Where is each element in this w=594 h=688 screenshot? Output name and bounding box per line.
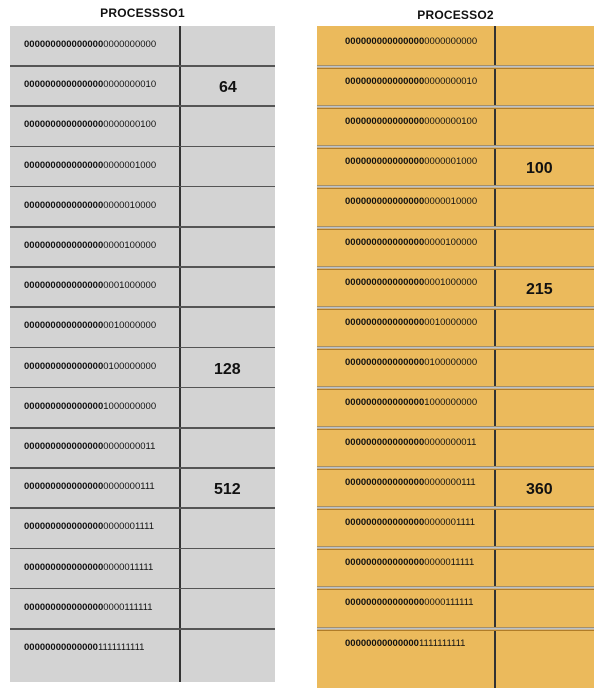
- address-prefix: 000000000000000: [24, 280, 104, 292]
- address-prefix: 000000000000000: [345, 437, 425, 448]
- address-suffix: 1111111111: [418, 637, 466, 649]
- address-prefix: 000000000000000: [24, 199, 104, 211]
- row-divider: [317, 306, 594, 310]
- address-cell: [345, 197, 477, 207]
- address-prefix: 000000000000000: [345, 517, 425, 529]
- row-divider: [10, 628, 275, 630]
- address-suffix: 0000000000: [424, 36, 478, 47]
- address-cell: [345, 398, 477, 408]
- address-cell: [24, 241, 156, 251]
- address-cell: [24, 643, 144, 653]
- row-divider: [10, 266, 275, 268]
- row-divider: [317, 386, 594, 390]
- address-suffix: 1000000000: [424, 396, 478, 408]
- address-suffix: 0000100000: [103, 240, 157, 251]
- address-cell: [345, 518, 475, 528]
- address-suffix: 0001000000: [424, 276, 478, 288]
- address-suffix: 0000011111: [103, 561, 154, 573]
- address-prefix: 000000000000000: [24, 400, 104, 412]
- address-suffix: 0000010000: [424, 196, 478, 208]
- address-cell: [345, 117, 477, 127]
- address-cell: [345, 358, 477, 368]
- address-suffix: 0000000111: [103, 481, 155, 493]
- address-suffix: 0010000000: [424, 316, 478, 328]
- address-cell: [345, 318, 477, 328]
- address-cell: [345, 558, 474, 568]
- row-divider: [317, 627, 594, 631]
- size-marker: 360: [526, 481, 553, 499]
- row-divider: [317, 506, 594, 510]
- address-suffix: 0000000010: [424, 76, 478, 88]
- row-divider: [317, 466, 594, 470]
- processo1-memory-table: [10, 26, 275, 682]
- row-divider: [10, 588, 275, 590]
- address-suffix: 0000111111: [424, 597, 474, 609]
- address-prefix: 000000000000000: [345, 236, 425, 248]
- size-marker: 128: [214, 360, 241, 378]
- address-prefix: 000000000000000: [345, 156, 425, 168]
- address-prefix: 00000000000000: [24, 642, 98, 653]
- address-prefix: 000000000000000: [24, 481, 104, 493]
- address-prefix: 000000000000000: [345, 316, 425, 328]
- size-marker: 100: [526, 160, 553, 178]
- row-divider: [317, 586, 594, 590]
- address-prefix: 000000000000000: [345, 196, 425, 208]
- address-suffix: 0100000000: [424, 356, 478, 368]
- address-cell: [24, 442, 155, 452]
- address-prefix: 000000000000000: [24, 240, 104, 251]
- address-prefix: 000000000000000: [345, 36, 425, 47]
- address-suffix: 0000001000: [103, 159, 157, 171]
- row-divider: [317, 346, 594, 350]
- row-divider: [10, 146, 275, 148]
- address-suffix: 0000000100: [424, 116, 478, 128]
- address-cell: [345, 278, 477, 288]
- row-divider: [317, 546, 594, 550]
- address-prefix: 000000000000000: [24, 159, 104, 171]
- address-suffix: 0001000000: [103, 280, 157, 292]
- size-marker: 512: [214, 481, 241, 499]
- address-prefix: 000000000000000: [24, 561, 104, 573]
- row-divider: [317, 105, 594, 109]
- address-suffix: 0000111111: [103, 601, 153, 613]
- address-cell: [24, 362, 156, 372]
- address-suffix: 0000010000: [103, 199, 157, 211]
- row-divider: [10, 347, 275, 349]
- address-prefix: 000000000000000: [24, 601, 104, 613]
- address-suffix: 0000000010: [103, 79, 157, 91]
- row-divider: [10, 105, 275, 107]
- row-divider: [317, 185, 594, 189]
- address-cell: [24, 80, 156, 90]
- row-divider: [317, 426, 594, 430]
- address-cell: [24, 563, 153, 573]
- address-suffix: 1000000000: [103, 400, 157, 412]
- row-divider: [10, 507, 275, 509]
- address-prefix: 000000000000000: [345, 116, 425, 128]
- address-suffix: 0000001111: [424, 517, 475, 529]
- address-suffix: 0000011111: [424, 557, 475, 569]
- address-prefix: 000000000000000: [345, 396, 425, 408]
- address-cell: [24, 161, 156, 171]
- address-prefix: 000000000000000: [24, 79, 104, 91]
- size-marker: 215: [526, 280, 553, 298]
- row-divider: [317, 226, 594, 230]
- processo2-memory-table: [317, 26, 594, 688]
- address-cell: [24, 321, 156, 331]
- address-cell: [24, 522, 154, 532]
- address-prefix: 000000000000000: [24, 119, 104, 131]
- address-suffix: 0000001000: [424, 156, 478, 168]
- address-prefix: 000000000000000: [345, 356, 425, 368]
- address-cell: [24, 281, 156, 291]
- row-divider: [317, 266, 594, 270]
- row-divider: [10, 467, 275, 469]
- row-divider: [317, 145, 594, 149]
- processo2-title: PROCESSO2: [417, 8, 494, 22]
- row-divider: [10, 427, 275, 429]
- address-suffix: 0000000011: [103, 441, 156, 452]
- address-suffix: 0100000000: [103, 360, 157, 372]
- row-divider: [10, 306, 275, 308]
- address-cell: [345, 37, 477, 47]
- row-divider: [10, 548, 275, 550]
- address-prefix: 000000000000000: [345, 276, 425, 288]
- column-divider: [179, 26, 181, 682]
- address-cell: [24, 120, 156, 130]
- address-cell: [345, 77, 477, 87]
- address-cell: [24, 40, 156, 50]
- address-prefix: 000000000000000: [24, 360, 104, 372]
- row-divider: [317, 65, 594, 69]
- address-cell: [24, 201, 156, 211]
- address-cell: [345, 238, 477, 248]
- address-cell: [345, 157, 477, 167]
- address-suffix: 0000000111: [424, 477, 476, 489]
- address-prefix: 00000000000000: [345, 637, 419, 649]
- address-suffix: 0010000000: [103, 320, 157, 332]
- address-suffix: 0000000011: [424, 437, 477, 448]
- row-divider: [10, 387, 275, 389]
- processo1-title: PROCESSSO1: [100, 6, 185, 20]
- address-cell: [345, 438, 476, 448]
- address-suffix: 0000100000: [424, 236, 478, 248]
- address-cell: [24, 402, 156, 412]
- address-prefix: 000000000000000: [345, 477, 425, 489]
- row-divider: [10, 65, 275, 67]
- address-suffix: 0000001111: [103, 521, 154, 533]
- row-divider: [10, 226, 275, 228]
- address-prefix: 000000000000000: [345, 76, 425, 88]
- address-prefix: 000000000000000: [24, 521, 104, 533]
- address-prefix: 000000000000000: [24, 39, 104, 50]
- size-marker: 64: [219, 79, 237, 97]
- address-cell: [345, 478, 476, 488]
- address-prefix: 000000000000000: [24, 441, 104, 452]
- address-suffix: 0000000000: [103, 39, 157, 50]
- address-prefix: 000000000000000: [24, 320, 104, 332]
- address-cell: [345, 598, 474, 608]
- address-suffix: 0000000100: [103, 119, 157, 131]
- address-cell: [24, 482, 155, 492]
- row-divider: [10, 186, 275, 188]
- address-cell: [24, 603, 153, 613]
- address-prefix: 000000000000000: [345, 557, 425, 569]
- address-suffix: 1111111111: [97, 642, 145, 653]
- address-cell: [345, 639, 465, 649]
- address-prefix: 000000000000000: [345, 597, 425, 609]
